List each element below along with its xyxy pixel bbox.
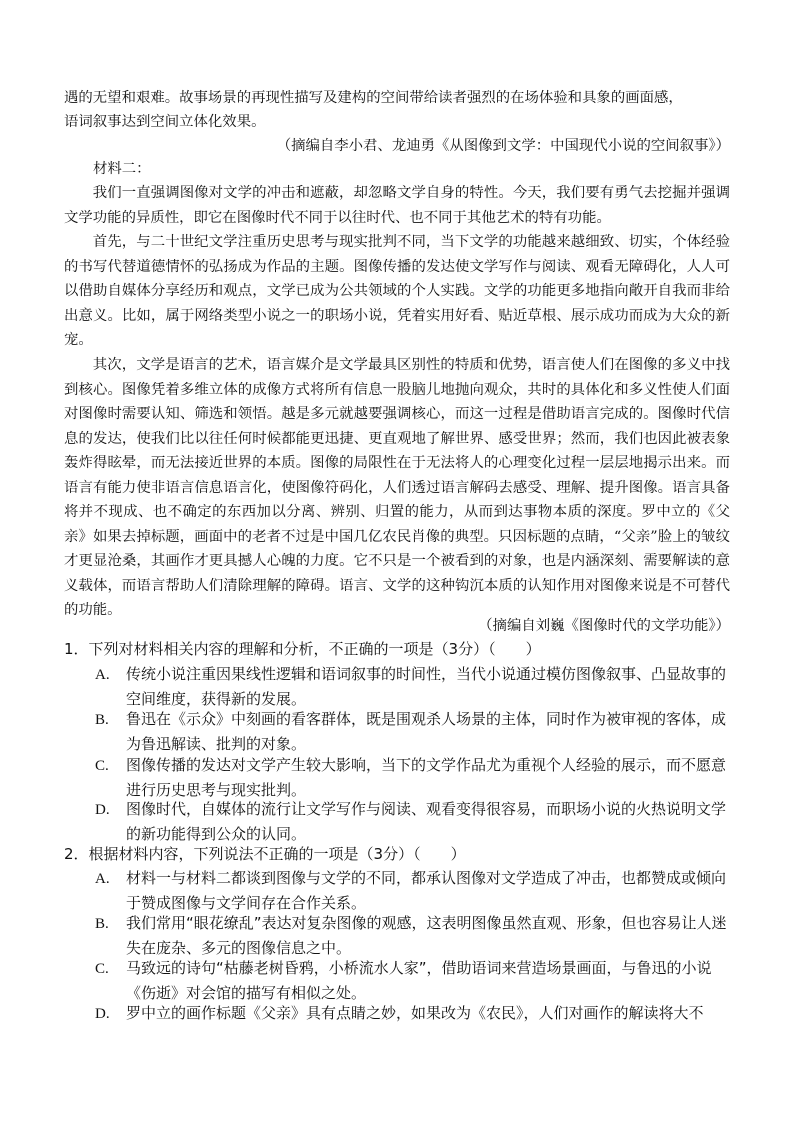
option-text: 鲁迅在《示众》中刻画的看客群体，既是围观杀人场景的主体，同时作为被审视的客体，成为鲁迅解读、批判的对象。 <box>126 710 727 753</box>
option-text: 材料一与材料二都谈到图像与文学的不同，都承认图像对文学造成了冲击，也都赞成或倾向于赞成图像与文学间存在合作关系。 <box>126 869 727 912</box>
option-text: 图像传播的发达对文学产生较大影响，当下的文学作品尤为重视个人经验的展示，而不愿意进行历史思考与现实批判。 <box>126 756 727 799</box>
material1-text-line1: 遇的无望和艰难。故事场景的再现性描写及建构的空间带给读者强烈的在场体验和具象的画面感， <box>64 90 683 106</box>
question-2-option-b <box>95 911 735 960</box>
question-1-option-a <box>95 662 735 711</box>
option-label: B. <box>95 712 109 728</box>
option-text: 罗中立的画作标题《父亲》具有点睛之妙，如果改为《农民》，人们对画作的解读将大不 <box>126 1004 704 1022</box>
question-1-stem: 1．下列对材料相关内容的理解和分析，不正确的一项是（3分）（ ） <box>64 640 541 658</box>
question-2-option-c <box>95 956 735 1005</box>
material2-paragraph-2: 首先，与二十世纪文学注重历史思考与现实批判不同，当下文学的功能越来越细致、切实，个体经验的书写代替道德情怀的弘扬成为作品的主题。图像传播的发达使文学写作与阅读、观看无障碍化，人人可以借助自媒体分享经历和观点，文学已成为公共领域的个人实践。文学的功能更多地指向敞开自我而非给出意义。比如，属于网络类型小说之一的职场小说，凭着实用好看、贴近草根、展示成功而成为大众的新宠。 <box>64 234 730 348</box>
material1-text-line2: 语词叙事达到空间立体化效果。 <box>64 114 266 130</box>
option-label: D. <box>95 1006 110 1022</box>
question-1-option-d <box>95 797 735 846</box>
option-text: 传统小说注重因果线性逻辑和语词叙事的时间性，当代小说通过模仿图像叙事、凸显故事的空间维度，获得新的发展。 <box>126 665 727 708</box>
option-label: B. <box>95 916 109 932</box>
option-label: D. <box>95 802 110 818</box>
option-text: 图像时代，自媒体的流行让文学写作与阅读、观看变得很容易，而职场小说的火热说明文学的新功能得到公众的认同。 <box>126 800 727 843</box>
question-2-stem: 2．根据材料内容，下列说法不正确的一项是（3分）（ ） <box>64 845 466 863</box>
option-text: 我们常用“眼花缭乱”表达对复杂图像的观感，这表明图像虽然直观、形象，但也容易让人迷失在庞杂、多元的图像信息之中。 <box>126 914 727 957</box>
material2-heading: 材料二： <box>93 161 151 177</box>
material1-source: （摘编自李小君、龙迪勇《从图像到文学：中国现代小说的空间叙事》） <box>276 138 730 154</box>
question-1-option-c <box>95 753 735 802</box>
question-2-option-d <box>95 1001 735 1027</box>
material2-paragraph-3: 其次，文学是语言的艺术，语言媒介是文学最具区别性的特质和优势，语言使人们在图像的多义中找到核心。图像凭着多维立体的成像方式将所有信息一股脑儿地抛向观众，共时的具体化和多义性使人们面对图像时需要认知、筛选和领悟。越是多元就越要强调核心，而这一过程是借助语言完成的。图像时代信息的发达，使我们比以往任何时候都能更迅捷、更直观地了解世界、感受世界；然而，我们也因此被表象轰炸得眩晕，而无法接近世界的本质。图像的局限性在于无法将人的心理变化过程一层层地揭示出来。而语言有能力使非语言信息语言化，使图像符码化，人们透过语言解码去感受、理解、提升图像。语言具备将并不现成、也不确定的东西加以分离、辨别、归置的能力，从而到达事物本质的深度。罗中立的《父亲》如果去掉标题，画面中的老者不过是中国几亿农民肖像的典型。只因标题的点睛，“父亲”脸上的皱纹才更显沧桑，其画作才更具撼人心魄的力度。它不只是一个被看到的对象，也是内涵深刻、需要解读的意义载体，而语言帮助人们清除理解的障碍。语言、文学的这种钩沉本质的认知作用对图像来说是不可替代的功能。 <box>64 357 730 618</box>
option-text: 马致远的诗句“枯藤老树昏鸦，小桥流水人家”，借助语词来营造场景画面，与鲁迅的小说《伤逝》对会馆的描写有相似之处。 <box>126 959 712 1002</box>
option-label: C. <box>95 961 109 977</box>
question-2-option-a <box>95 866 735 915</box>
question-1-option-b <box>95 707 735 756</box>
option-label: C. <box>95 758 109 774</box>
material2-source: （摘编自刘巍《图像时代的文学功能》） <box>478 618 730 634</box>
option-label: A. <box>95 667 110 683</box>
material2-paragraph-1: 我们一直强调图像对文学的冲击和遮蔽，却忽略文学自身的特性。今天，我们要有勇气去挖掘并强调文学功能的异质性，即它在图像时代不同于以往时代、也不同于其他艺术的特有功能。 <box>64 185 730 226</box>
option-label: A. <box>95 871 110 887</box>
